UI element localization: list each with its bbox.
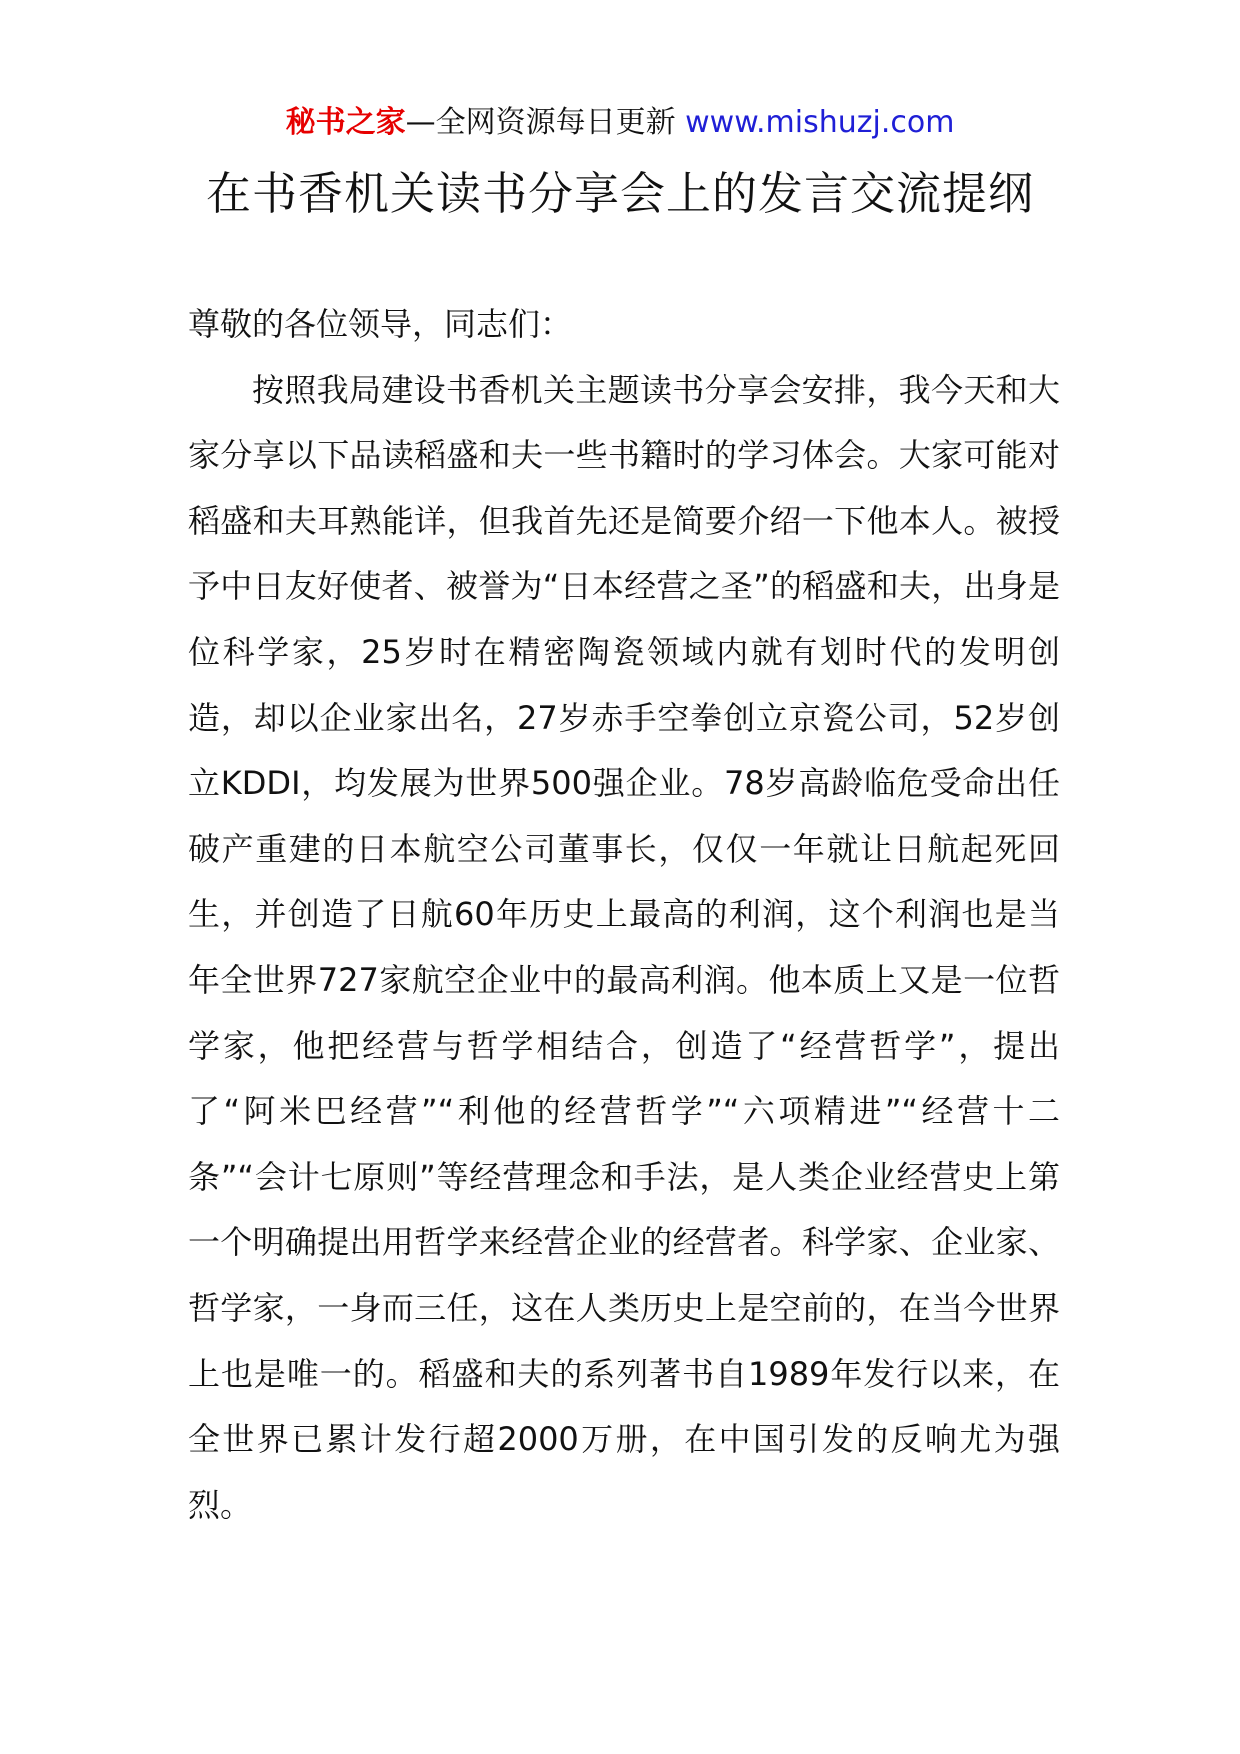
brand-name: 秘书之家 [285,105,406,140]
document-body [188,292,1060,1538]
site-header [0,100,1240,146]
site-url-link[interactable]: www.mishuzj.com [685,105,955,140]
document-title: 在书香机关读书分享会上的发言交流提纲 [205,167,1034,220]
body-paragraph: 按照我局建设书香机关主题读书分享会安排，我今天和大家分享以下品读稻盛和夫一些书籍时的学习体会。大家可能对稻盛和夫耳熟能详，但我首先还是简要介绍一下他本人。被授予中日友好使者、被誉为“日本经营之圣”的稻盛和夫，出身是位科学家，25岁时在精密陶瓷领域内就有划时代的发明创造，却以企业家出名，27岁赤手空拳创立京瓷公司，52岁创立KDDI，均发展为世界500强企业。78岁高龄临危受命出任破产重建的日本航空公司董事长，仅仅一年就让日航起死回生，并创造了日航60年历史上最高的利润，这个利润也是当年全世界727家航空企业中的最高利润。他本质上又是一位哲学家，他把经营与哲学相结合，创造了“经营哲学”，提出了“阿米巴经营”“利他的经营哲学”“六项精进”“经营十二条”“会计七原则”等经营理念和手法，是人类企业经营史上第一个明确提出用哲学来经营企业的经营者。科学家、企业家、哲学家，一身而三任，这在人类历史上是空前的，在当今世界上也是唯一的。稻盛和夫的系列著书自1989年发行以来，在全世界已累计发行超2000万册，在中国引发的反响尤为强烈。 [188,370,1060,1524]
salutation: 尊敬的各位领导，同志们： [188,305,573,343]
header-tagline: —全网资源每日更新 [405,105,676,140]
